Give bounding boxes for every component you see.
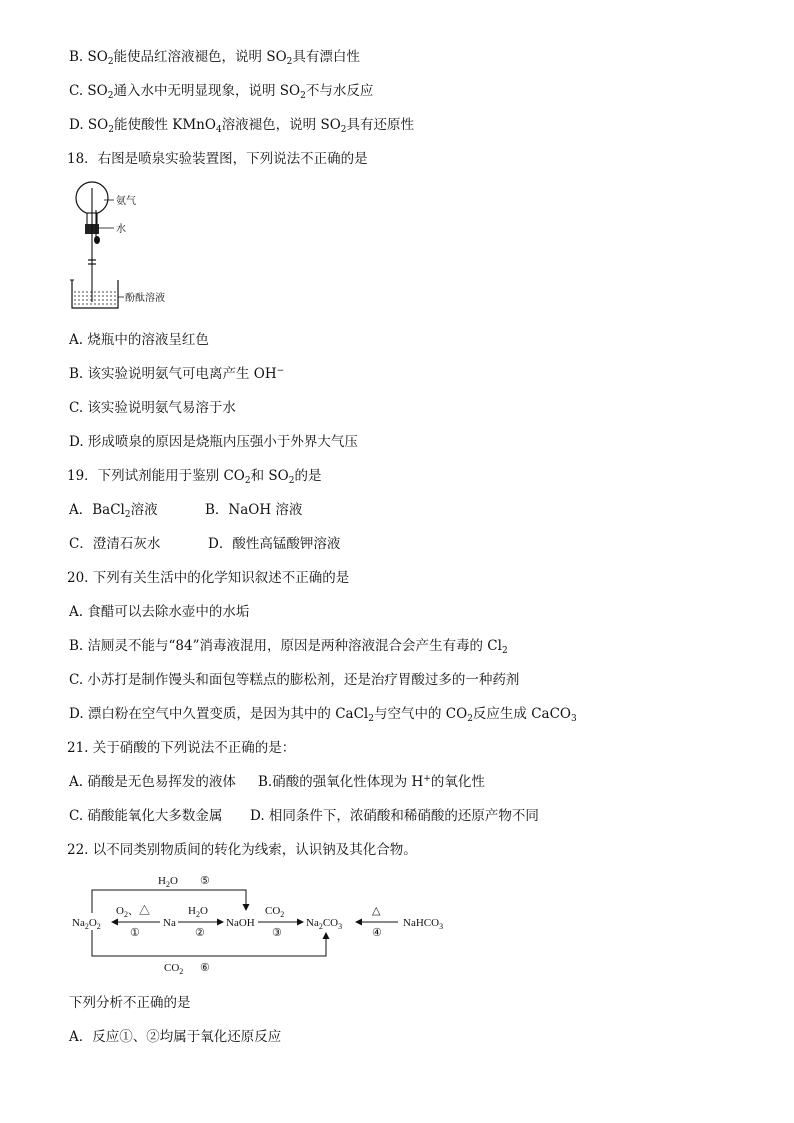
q17-option-c: C. $SO_2$通入水中无明显现象，说明 $SO_2$不与水反应	[69, 83, 374, 101]
q19-option-d: D．酸性高锰酸钾溶液	[208, 536, 341, 552]
compound-na2co3: $Na_2CO_3$	[306, 917, 343, 931]
compound-na: Na	[163, 917, 176, 929]
q21-option-c: C. 硝酸能氧化大多数金属	[69, 808, 223, 824]
r6-number: ⑥	[200, 962, 210, 974]
label-ammonia: 氨气	[116, 196, 136, 207]
r1-number: ①	[130, 927, 140, 939]
r4-condition: △	[372, 905, 381, 917]
fountain-apparatus-figure	[68, 180, 178, 315]
q19-stem: 19．下列试剂能用于鉴别 $CO_2$和 $SO_2$的是	[67, 468, 322, 486]
q21-option-d: D. 相同条件下，浓硝酸和稀硝酸的还原产物不同	[250, 808, 539, 824]
q19-option-b: B．NaOH 溶液	[205, 502, 303, 518]
q20-option-b: B. 洁厕灵不能与“84”消毒液混用，原因是两种溶液混合会产生有毒的 $Cl_2$	[69, 638, 508, 656]
q18-stem: 18．右图是喷泉实验装置图，下列说法不正确的是	[67, 151, 368, 167]
r2-condition: $H_2O$	[188, 905, 208, 919]
q18-option-b: B. 该实验说明氨气可电离产生 OH−	[69, 366, 285, 382]
q19-option-c: C．澄清石灰水	[69, 536, 161, 552]
r4-number: ④	[372, 927, 382, 939]
label-phenolphthalein: 酚酞溶液	[125, 293, 165, 304]
q17-option-b: B. $SO_2$能使品红溶液褪色，说明 $SO_2$具有漂白性	[69, 49, 360, 67]
q19-option-a: A．BaCl$_2$溶液	[69, 502, 158, 520]
q21-option-b: B.硝酸的强氧化性体现为 H+的氧化性	[258, 774, 485, 790]
q21-option-a: A. 硝酸是无色易挥发的液体	[69, 774, 236, 790]
q21-stem: 21. 关于硝酸的下列说法不正确的是：	[67, 740, 296, 756]
q22-stem: 22. 以不同类别物质间的转化为线索，认识钠及其化合物。	[67, 842, 417, 858]
q22-option-a: A．反应①、②均属于氧化还原反应	[69, 1029, 282, 1045]
compound-naoh: NaOH	[226, 917, 255, 929]
r5-number: ⑤	[200, 875, 210, 887]
r2-number: ②	[195, 927, 205, 939]
compound-nahco3: NaHCO$_3$	[403, 917, 444, 931]
r5-condition: $H_2O$	[158, 875, 178, 889]
q20-option-c: C. 小苏打是制作馒头和面包等糕点的膨松剂，还是治疗胃酸过多的一种药剂	[69, 672, 520, 688]
sodium-conversion-diagram	[60, 870, 480, 980]
q20-option-a: A. 食醋可以去除水壶中的水垢	[69, 604, 250, 620]
q18-option-d: D. 形成喷泉的原因是烧瓶内压强小于外界大气压	[69, 434, 358, 450]
label-water: 水	[116, 224, 126, 235]
r3-number: ③	[272, 927, 282, 939]
q18-option-c: C. 该实验说明氨气易溶于水	[69, 400, 236, 416]
q20-option-d: D. 漂白粉在空气中久置变质，是因为其中的 CaCl$_2$与空气中的 $CO_2$反应生成 CaCO$_3$	[69, 706, 577, 724]
r1-condition: $O_2$、△	[116, 905, 150, 919]
q22-analysis: 下列分析不正确的是	[69, 995, 191, 1011]
compound-na2o2: $Na_2O_2$	[72, 917, 101, 931]
r6-condition: $CO_2$	[164, 962, 184, 976]
r3-condition: $CO_2$	[265, 905, 285, 919]
q20-stem: 20. 下列有关生活中的化学知识叙述不正确的是	[67, 570, 350, 586]
q18-option-a: A. 烧瓶中的溶液呈红色	[69, 332, 209, 348]
q17-option-d: D. $SO_2$能使酸性 KMnO$_4$溶液褪色，说明 $SO_2$具有还原性	[69, 117, 415, 135]
